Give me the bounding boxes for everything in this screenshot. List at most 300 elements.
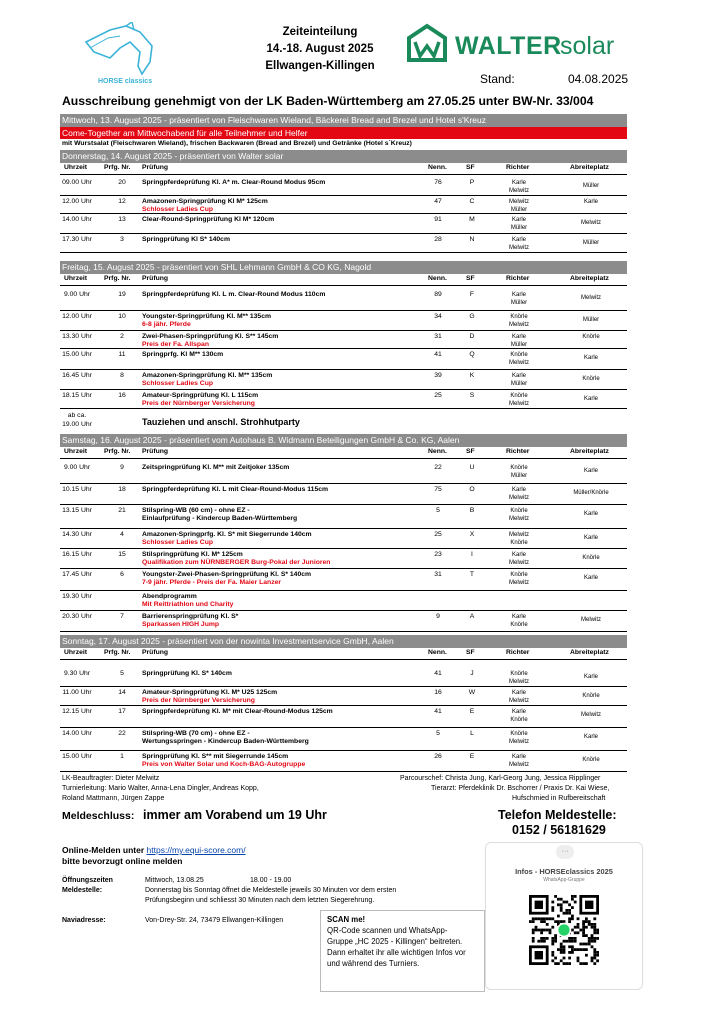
richter-name: Knörle: [510, 314, 528, 320]
row-time: 12.00 Uhr: [62, 198, 92, 205]
richter-name: Melwitz: [508, 739, 529, 745]
come-together-banner: Come-Together am Mittwochabend für alle Teilnehmer und Helfer: [60, 127, 627, 139]
row-time: 13.30 Uhr: [62, 333, 92, 340]
row-time: 13.15 Uhr: [62, 507, 92, 514]
row-nennungen: 41: [434, 351, 442, 358]
richter-name: Knörle: [510, 572, 528, 578]
saturday-column-headers: [60, 447, 627, 459]
row-nennungen: 25: [434, 531, 442, 538]
lk-beauftragter: LK-Beauftragter: Dieter Melwitz: [62, 775, 160, 782]
row-nennungen: 5: [436, 507, 440, 514]
row-abreiteplatz: Karle: [583, 575, 598, 581]
row-richter: [492, 372, 546, 388]
row-pruefung-subtitle: Einlaufprüfung - Kindercup Baden-Württemberg: [142, 515, 298, 522]
col-prfg: Prfg. Nr.: [104, 448, 131, 455]
table-row: [60, 462, 627, 484]
saturday-header: Samstag, 16. August 2025 - präsentiert vom Autohaus B. Widmann Beteiligungen GmbH & Co. KG, Aalen: [60, 434, 627, 447]
row-nennungen: 34: [434, 313, 442, 320]
row-richter: [492, 198, 546, 214]
richter-name: Knörle: [510, 352, 528, 358]
row-abreiteplatz: Knörle: [582, 334, 600, 340]
richter-name: Karle: [511, 237, 526, 243]
row-nennungen: 39: [434, 372, 442, 379]
meldestelle-label: Meldestelle:: [62, 887, 103, 894]
scan-line1: QR-Code scannen und WhatsApp-: [327, 926, 448, 935]
richter-name: Karle: [511, 552, 526, 558]
row-richter: [492, 689, 546, 705]
row-sf: N: [469, 236, 475, 243]
richter-name: Karle: [511, 373, 526, 379]
row-pruefung: [142, 372, 272, 387]
row-abreiteplatz: Müller: [582, 317, 600, 323]
row-abreiteplatz: Knörle: [582, 757, 600, 763]
row-time: 20.30 Uhr: [62, 613, 92, 620]
col-pruefung: Prüfung: [142, 448, 169, 455]
row-nennungen: 31: [434, 571, 442, 578]
row-richter: [492, 730, 546, 746]
table-row: [60, 349, 627, 370]
richter-name: Melwitz: [508, 495, 529, 501]
row-richter: [492, 708, 546, 724]
row-prfg-nr: 2: [120, 333, 124, 340]
table-row: [60, 289, 627, 311]
row-pruefung-title: Springpferdeprüfung Kl. L mit Clear-Round-Modus 115cm: [142, 486, 329, 493]
row-time: 15.00 Uhr: [62, 753, 92, 760]
row-abreiteplatz: Karle: [583, 396, 598, 402]
table-row: [60, 549, 627, 569]
row-sf: A: [469, 613, 475, 620]
richter-name: Knörle: [510, 731, 528, 737]
row-nennungen: 26: [434, 753, 442, 760]
row-pruefung: [142, 531, 312, 546]
row-time: 14.00 Uhr: [62, 216, 92, 223]
turnierleitung-2: Roland Mattmann, Jürgen Zappe: [62, 795, 165, 802]
row-prfg-nr: 17: [118, 708, 126, 715]
turnierleitung: Turnierleitung: Mario Walter, Anna-Lena Dingler, Andreas Kopp,: [62, 785, 259, 792]
col-abreiteplatz: Abreiteplatz: [570, 275, 609, 282]
row-sponsor: 6-8 jähr. Pferde: [142, 321, 191, 328]
richter-name: Müller: [510, 342, 528, 348]
row-time: 14.00 Uhr: [62, 730, 92, 737]
row-sf: Q: [469, 351, 475, 358]
row-prfg-nr: 5: [120, 670, 124, 677]
horse-classics-wordmark: HORSE classics: [98, 78, 153, 85]
col-nenn: Nenn.: [428, 448, 447, 455]
row-pruefung-title: Stilspringprüfung Kl. M* 125cm: [142, 551, 243, 558]
row-pruefung-title: Springpferdeprüfung Kl. A* m. Clear-Round Modus 95cm: [142, 179, 326, 186]
row-pruefung-title: Amateur-Springprüfung Kl. M* U25 125cm: [142, 689, 278, 696]
richter-name: Melwitz: [508, 188, 529, 194]
header-line2: 14.-18. August 2025: [266, 43, 374, 55]
row-abreiteplatz: Karle: [583, 535, 598, 541]
row-pruefung-title: Springprüfung Kl. S** mit Siegerrunde 145cm: [142, 753, 289, 760]
row-pruefung-title: Zwei-Phasen-Springprüfung Kl. S** 145cm: [142, 333, 279, 340]
row-nennungen: 22: [434, 464, 442, 471]
row-pruefung: [142, 236, 230, 243]
row-pruefung: [142, 351, 223, 358]
table-row: [60, 505, 627, 529]
chat-bubble-icon: ···: [556, 845, 574, 859]
row-pruefung: [142, 507, 297, 522]
richter-name: Knörle: [510, 622, 528, 628]
row-abreiteplatz: Müller/Knörle: [573, 490, 609, 496]
row-abreiteplatz: Müller: [582, 240, 600, 246]
row-sponsor: Preis von Walter Solar und Koch-BAG-Autogruppe: [142, 761, 306, 768]
row-richter: [492, 291, 546, 307]
row-prfg-nr: 9: [120, 464, 124, 471]
col-richter: Richter: [506, 164, 530, 171]
table-row: [60, 569, 627, 591]
row-prfg-nr: 16: [118, 392, 126, 399]
row-pruefung: [142, 593, 233, 608]
row-sponsor: Preis der Nürnberger Versicherung: [142, 697, 255, 704]
header-line3: Ellwangen-Killingen: [265, 60, 375, 72]
richter-name: Melwitz: [508, 401, 529, 407]
row-nennungen: 41: [434, 708, 442, 715]
thursday-column-headers: [60, 163, 627, 175]
row-richter: [492, 236, 546, 252]
col-uhrzeit: Uhrzeit: [64, 164, 88, 171]
table-row: [60, 529, 627, 549]
qr-code[interactable]: [529, 895, 599, 965]
row-sf: G: [469, 313, 475, 320]
col-pruefung: Prüfung: [142, 649, 169, 656]
row-sponsor: 7-9 jähr. Pferde - Preis der Fa. Maier Lanzer: [142, 579, 282, 586]
row-abreiteplatz: Melwitz: [580, 712, 601, 718]
strohhutparty: Tauziehen und anschl. Strohhutparty: [142, 417, 300, 427]
row-prfg-nr: 20: [118, 179, 126, 186]
richter-name: Müller: [510, 207, 528, 213]
row-pruefung-title: Youngster-Zwei-Phasen-Springprüfung Kl. S* 140cm: [142, 571, 312, 578]
richter-name: Melwitz: [508, 516, 529, 522]
row-abreiteplatz: Müller: [582, 183, 600, 189]
row-prfg-nr: 14: [118, 689, 126, 696]
richter-name: Melwitz: [508, 580, 529, 586]
col-uhrzeit: Uhrzeit: [64, 275, 88, 282]
equi-score-link[interactable]: https://my.equi-score.com/: [146, 845, 246, 855]
walter-solar-logo: [405, 22, 625, 66]
oeffnungszeiten-time: 18.00 - 19.00: [250, 877, 292, 884]
row-nennungen: 89: [434, 291, 442, 298]
row-abreiteplatz: Knörle: [582, 555, 600, 561]
scan-title: SCAN me!: [327, 915, 366, 924]
row-sponsor: Schlosser Ladies Cup: [142, 380, 214, 387]
party-time-line1: ab ca.: [67, 412, 87, 419]
row-prfg-nr: 19: [118, 291, 126, 298]
col-abreiteplatz: Abreiteplatz: [570, 164, 609, 171]
richter-name: Melwitz: [508, 762, 529, 768]
row-pruefung-title: Clear-Round-Springprüfung Kl M* 120cm: [142, 216, 275, 223]
online-label: Online-Melden unter: [62, 845, 147, 855]
row-pruefung: [142, 551, 330, 566]
row-prfg-nr: 4: [120, 531, 124, 538]
row-sf: C: [469, 198, 475, 205]
row-pruefung-title: Amazonen-Springprüfung Kl M* 125cm: [142, 198, 268, 205]
stand-label: Stand:: [480, 72, 515, 86]
col-sf: SF: [466, 275, 475, 282]
richter-name: Karle: [511, 180, 526, 186]
row-time: 17.30 Uhr: [62, 236, 92, 243]
row-richter: [492, 392, 546, 408]
col-pruefung: Prüfung: [142, 164, 169, 171]
row-pruefung-title: Youngster-Springprüfung Kl. M** 135cm: [142, 313, 272, 320]
row-nennungen: 47: [434, 198, 442, 205]
scan-line2: Gruppe „HC 2025 - Killingen“ beitreten.: [327, 937, 463, 946]
richter-name: Müller: [510, 381, 528, 387]
row-nennungen: 31: [434, 333, 442, 340]
row-pruefung-subtitle: Wertungsspringen - Kindercup Baden-Württemberg: [142, 738, 309, 745]
table-row: [60, 668, 627, 687]
row-prfg-nr: 15: [118, 551, 126, 558]
horse-classics-logo: [80, 22, 160, 94]
richter-name: Melwitz: [508, 360, 529, 366]
row-time: 14.30 Uhr: [62, 531, 92, 538]
row-pruefung: [142, 333, 278, 348]
telefon-number: 0152 / 56181629: [512, 823, 606, 837]
row-pruefung: [142, 753, 305, 768]
stand-date: 04.08.2025: [568, 72, 629, 86]
table-row: [60, 311, 627, 331]
row-richter: [492, 670, 546, 686]
online-note: bitte bevorzugt online melden: [62, 856, 183, 866]
naviadresse-label: Naviadresse:: [62, 917, 106, 924]
friday-header: Freitag, 15. August 2025 - präsentiert von SHL Lehmann GmbH & CO KG, Nagold: [60, 261, 627, 274]
row-sponsor: Preis der Fa. Allspan: [142, 341, 209, 348]
row-richter: [492, 507, 546, 523]
col-uhrzeit: Uhrzeit: [64, 448, 88, 455]
row-sf: P: [469, 179, 475, 186]
richter-name: Knörle: [510, 717, 528, 723]
col-sf: SF: [466, 649, 475, 656]
meldeschluss-value: immer am Vorabend um 19 Uhr: [143, 808, 327, 822]
row-pruefung: [142, 291, 325, 298]
row-richter: [492, 313, 546, 329]
row-pruefung: [142, 198, 268, 213]
row-pruefung-title: Abendprogramm: [142, 593, 197, 600]
richter-name: Melwitz: [508, 532, 529, 538]
row-pruefung: [142, 730, 309, 745]
row-abreiteplatz: Knörle: [582, 693, 600, 699]
row-sf: O: [469, 486, 475, 493]
richter-name: Karle: [511, 217, 526, 223]
row-pruefung-title: Springpferdeprüfung Kl. L m. Clear-Round Modus 110cm: [142, 291, 326, 298]
row-abreiteplatz: Melwitz: [580, 617, 601, 623]
row-sf: I: [471, 551, 473, 558]
row-pruefung: [142, 613, 238, 628]
col-sf: SF: [466, 448, 475, 455]
row-abreiteplatz: Melwitz: [580, 295, 601, 301]
meldestelle-line1: Donnerstag bis Sonntag öffnet die Meldestelle jeweils 30 Minuten vor dem ersten: [145, 887, 397, 894]
friday-column-headers: [60, 274, 627, 286]
col-prfg: Prfg. Nr.: [104, 164, 131, 171]
col-uhrzeit: Uhrzeit: [64, 649, 88, 656]
col-sf: SF: [466, 164, 475, 171]
party-time: [60, 411, 94, 429]
row-nennungen: 28: [434, 236, 442, 243]
row-pruefung-title: Springprfg. Kl M** 130cm: [142, 351, 224, 358]
row-nennungen: 41: [434, 670, 442, 677]
col-richter: Richter: [506, 275, 530, 282]
row-prfg-nr: 7: [120, 613, 124, 620]
richter-name: Müller: [510, 300, 528, 306]
meldeschluss-label: Meldeschluss:: [62, 810, 135, 822]
row-richter: [492, 571, 546, 587]
row-sponsor: Preis der Nürnberger Versicherung: [142, 400, 255, 407]
oeffnungszeiten-label: Öffnungszeiten: [62, 877, 113, 884]
table-row: [60, 234, 627, 253]
table-row: [60, 687, 627, 706]
row-time: 9.30 Uhr: [63, 670, 91, 677]
row-prfg-nr: 18: [118, 486, 126, 493]
scan-me-box: [320, 910, 485, 992]
qr-title: Infos - HORSEclassics 2025: [515, 867, 613, 876]
row-pruefung: [142, 216, 274, 223]
naviadresse-value: Von-Drey-Str. 24, 73479 Ellwangen-Killingen: [145, 917, 284, 924]
row-time: 12.15 Uhr: [62, 708, 92, 715]
richter-name: Karle: [511, 690, 526, 696]
row-prfg-nr: 21: [118, 507, 126, 514]
row-time: 9.00 Uhr: [63, 464, 91, 471]
richter-name: Melwitz: [508, 560, 529, 566]
row-pruefung-title: Stilspring-WB (60 cm) - ohne EZ -: [142, 507, 250, 514]
row-nennungen: 25: [434, 392, 442, 399]
row-pruefung-title: Springpferdeprüfung Kl. M* mit Clear-Round-Modus 125cm: [142, 708, 333, 715]
sunday-column-headers: [60, 648, 627, 660]
row-prfg-nr: 22: [118, 730, 126, 737]
row-prfg-nr: 6: [120, 571, 124, 578]
walter-wordmark-light: solar: [560, 32, 615, 60]
whatsapp-qr-card: [485, 842, 643, 990]
row-pruefung: [142, 464, 289, 471]
scan-line4: und während des Turniers.: [327, 959, 420, 968]
richter-name: Karle: [511, 614, 526, 620]
col-richter: Richter: [506, 649, 530, 656]
row-prfg-nr: 8: [120, 372, 124, 379]
row-richter: [492, 351, 546, 367]
header-line1: Zeiteinteilung: [282, 26, 358, 38]
row-nennungen: 91: [434, 216, 442, 223]
hufschmied: Hufschmied in Rufbereitschaft: [512, 795, 606, 802]
row-sf: F: [469, 291, 475, 298]
richter-name: Knörle: [510, 465, 528, 471]
row-nennungen: 23: [434, 551, 442, 558]
row-time: 09.00 Uhr: [62, 179, 92, 186]
col-prfg: Prfg. Nr.: [104, 275, 131, 282]
row-richter: [492, 333, 546, 349]
row-pruefung: [142, 571, 311, 586]
row-time: 18.15 Uhr: [62, 392, 92, 399]
row-time: 15.00 Uhr: [62, 351, 92, 358]
richter-name: Knörle: [510, 393, 528, 399]
row-abreiteplatz: Karle: [583, 511, 598, 517]
row-pruefung: [142, 313, 271, 328]
richter-name: Karle: [511, 754, 526, 760]
richter-name: Melwitz: [508, 698, 529, 704]
row-sf: S: [469, 392, 475, 399]
row-richter: [492, 179, 546, 195]
row-time: 9.00 Uhr: [63, 291, 91, 298]
row-sf: U: [469, 464, 475, 471]
qr-subtitle: WhatsApp-Gruppe: [543, 877, 585, 883]
row-sponsor: Sparkassen HIGH Jump: [142, 621, 220, 628]
row-sf: X: [469, 531, 475, 538]
row-prfg-nr: 13: [118, 216, 126, 223]
richter-name: Knörle: [510, 508, 528, 514]
row-abreiteplatz: Melwitz: [580, 220, 601, 226]
row-nennungen: 75: [434, 486, 442, 493]
table-row: [60, 591, 627, 611]
table-row: [60, 390, 627, 409]
col-nenn: Nenn.: [428, 275, 447, 282]
richter-name: Müller: [510, 225, 528, 231]
richter-name: Müller: [510, 473, 528, 479]
row-sf: D: [469, 333, 475, 340]
row-sponsor: Qualifikation zum NÜRNBERGER Burg-Pokal der Junioren: [142, 559, 331, 566]
table-row: [60, 196, 627, 214]
row-prfg-nr: 1: [120, 753, 124, 760]
table-row: [60, 706, 627, 728]
row-abreiteplatz: Karle: [583, 355, 598, 361]
col-richter: Richter: [506, 448, 530, 455]
table-row: [60, 177, 627, 196]
row-sf: M: [469, 216, 475, 223]
row-prfg-nr: 12: [118, 198, 126, 205]
meldestelle-line2: Prüfungsbeginn und schliesst 30 Minuten nach dem letzten Siegerehrung.: [145, 897, 375, 904]
row-richter: [492, 531, 546, 547]
row-time: 12.00 Uhr: [62, 313, 92, 320]
richter-name: Melwitz: [508, 199, 529, 205]
row-pruefung: [142, 486, 328, 493]
parcourschef: Parcourschef: Christa Jung, Karl-Georg Jung, Jessica Ripplinger: [400, 775, 601, 782]
row-abreiteplatz: Karle: [583, 468, 598, 474]
row-pruefung-title: Barrierenspringprüfung Kl. S*: [142, 613, 239, 620]
thursday-header: Donnerstag, 14. August 2025 - präsentiert von Walter solar: [60, 150, 627, 163]
richter-name: Karle: [511, 709, 526, 715]
table-row: [60, 214, 627, 234]
row-abreiteplatz: Karle: [583, 734, 598, 740]
row-richter: [492, 753, 546, 769]
richter-name: Melwitz: [508, 322, 529, 328]
richter-name: Melwitz: [508, 679, 529, 685]
row-richter: [492, 551, 546, 567]
online-melden: [62, 845, 246, 855]
approval-headline: Ausschreibung genehmigt von der LK Baden-Württemberg am 27.05.25 unter BW-Nr. 33/004: [62, 94, 594, 108]
header-title-block: [240, 24, 400, 75]
row-pruefung-title: Amateur-Springprüfung Kl. L 115cm: [142, 392, 259, 399]
row-abreiteplatz: Karle: [583, 199, 598, 205]
row-sf: T: [469, 571, 475, 578]
col-nenn: Nenn.: [428, 164, 447, 171]
row-pruefung-title: Springprüfung Kl. S* 140cm: [142, 670, 232, 677]
row-richter: [492, 613, 546, 629]
row-time: 11.00 Uhr: [62, 689, 92, 696]
row-abreiteplatz: Knörle: [582, 376, 600, 382]
tierarzt: Tierarzt: Pferdeklinik Dr. Bschorrer / Praxis Dr. Kai Wiese,: [431, 785, 610, 792]
row-pruefung: [142, 179, 325, 186]
row-nennungen: 9: [436, 613, 440, 620]
row-time: 17.45 Uhr: [62, 571, 92, 578]
row-sf: B: [469, 507, 475, 514]
table-row: [60, 484, 627, 505]
row-abreiteplatz: Karle: [583, 674, 598, 680]
richter-name: Melwitz: [508, 245, 529, 251]
row-richter: [492, 216, 546, 232]
row-pruefung: [142, 670, 232, 677]
table-row: [60, 331, 627, 349]
richter-name: Knörle: [510, 671, 528, 677]
row-time: 16.45 Uhr: [62, 372, 92, 379]
row-nennungen: 76: [434, 179, 442, 186]
